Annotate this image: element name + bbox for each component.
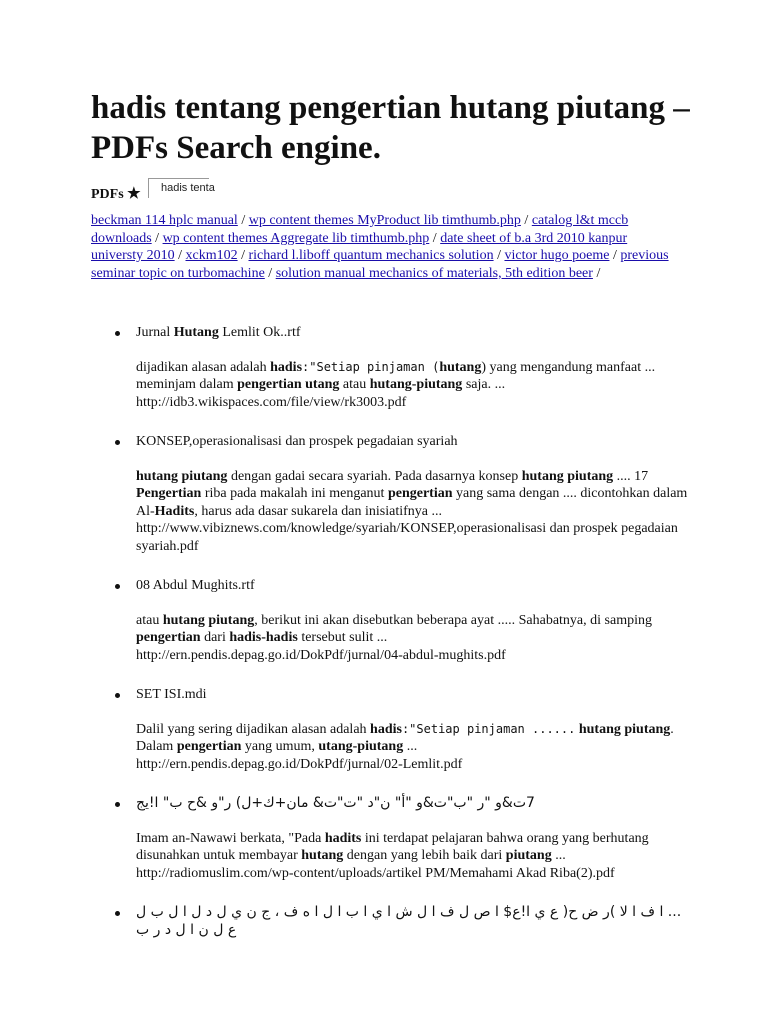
highlight-term: hutang piutang xyxy=(521,468,614,484)
highlight-term: pengertian xyxy=(136,630,201,645)
snippet-text: tersebut sulit ... xyxy=(297,630,388,645)
snippet-text: ... xyxy=(551,848,566,863)
result-title[interactable] xyxy=(136,433,691,451)
highlight-term: hadis xyxy=(370,721,402,737)
related-link[interactable]: previous seminar topic on turbomachine xyxy=(91,248,669,281)
snippet-text: atau xyxy=(136,612,163,628)
link-separator: / xyxy=(264,265,276,281)
highlight-term: hutang piutang xyxy=(136,468,228,484)
snippet-text: ) yang mengandung manfaat ... meminjam dalam xyxy=(136,359,656,392)
link-separator: / xyxy=(493,248,505,263)
highlight-term: pengertian utang xyxy=(237,377,340,392)
snippet-text: Dalil yang sering dijadikan alasan adalah xyxy=(136,721,371,737)
snippet-text: .... 17 xyxy=(613,468,649,484)
snippet-text: . Dalam xyxy=(136,721,674,754)
highlight-term: hutang piutang xyxy=(578,721,671,737)
result-snippet xyxy=(136,612,691,665)
snippet-text: , berikut ini akan disebutkan beberapa ayat ..... Sahabatnya, di samping xyxy=(254,612,652,628)
result-title[interactable] xyxy=(136,904,691,939)
link-separator: / xyxy=(237,213,249,228)
snippet-text: http://radiomuslim.com/wp-content/uploads/artikel PM/Memahami Akad Riba(2).pdf xyxy=(136,865,615,881)
link-separator: / xyxy=(174,248,186,263)
related-link[interactable]: richard l.liboff quantum mechanics solution xyxy=(248,248,494,263)
result-item xyxy=(91,433,691,555)
highlight-term: hutang-piutang xyxy=(369,377,463,392)
highlight-term: pengertian xyxy=(387,486,453,501)
result-item xyxy=(91,577,691,664)
search-input[interactable]: hadis tenta xyxy=(148,178,209,198)
highlight-term: hutang xyxy=(301,848,344,863)
highlight-term: hutang piutang xyxy=(162,612,255,628)
snippet-text: http://www.vibiznews.com/knowledge/syariah/KONSEP,operasionalisasi dan prospek pegadaian syariah.pdf xyxy=(136,521,678,554)
related-link[interactable]: wp content themes MyProduct lib timthumb.php xyxy=(248,213,521,228)
snippet-text: atau xyxy=(339,377,370,392)
snippet-text: Lemlit Ok..rtf xyxy=(218,325,301,340)
link-separator: / xyxy=(429,230,441,246)
highlight-term: Hadits xyxy=(154,503,195,519)
related-link[interactable]: solution manual mechanics of materials, 5th edition beer xyxy=(275,265,593,281)
highlight-term: hutang xyxy=(439,359,482,375)
snippet-text: 08 Abdul Mughits.rtf xyxy=(136,578,255,593)
highlight-term: hadis-hadis xyxy=(229,630,298,645)
link-separator: / xyxy=(592,265,601,281)
snippet-text: http://ern.pendis.depag.go.id/DokPdf/jurnal/02-Lemlit.pdf xyxy=(136,756,463,772)
snippet-text: Imam an-Nawawi berkata, "Pada xyxy=(136,830,325,846)
snippet-text: saja. ... xyxy=(462,377,506,392)
related-link[interactable]: catalog l&t mccb downloads xyxy=(91,213,629,246)
pdfs-text: PDFs xyxy=(91,187,124,202)
link-separator: / xyxy=(237,248,249,263)
snippet-text: Jurnal xyxy=(136,325,174,340)
snippet-text: SET ISI.mdi xyxy=(136,687,207,702)
snippet-text: KONSEP,operasionalisasi dan prospek pegadaian syariah xyxy=(136,434,458,449)
result-item xyxy=(91,686,691,773)
snippet-text: dijadikan alasan adalah xyxy=(136,359,271,375)
snippet-text: dengan yang lebih baik dari xyxy=(343,848,506,863)
related-link[interactable]: victor hugo poeme xyxy=(504,248,610,263)
related-link[interactable]: beckman 114 hplc manual xyxy=(91,213,238,228)
snippet-text: http://idb3.wikispaces.com/file/view/rk3003.pdf xyxy=(136,394,407,410)
result-title[interactable] xyxy=(136,324,691,342)
snippet-text: ... ا ف ا لا )ر ض ح( ع ي ا!ع$ ا ص ل ف ا ل ش ا ي ا ب ا ل ا ه ف ، ج ن ي ل د ل ا ل ب ل ع ل ن ا ل د ر ب xyxy=(136,904,682,938)
snippet-text: riba pada makalah ini menganut xyxy=(201,486,388,501)
snippet-text: dari xyxy=(200,630,230,645)
result-snippet xyxy=(136,721,691,774)
highlight-term: piutang xyxy=(505,848,552,863)
snippet-text: ini terdapat pelajaran bahwa orang yang berhutang disunahkan untuk membayar xyxy=(136,830,649,863)
snippet-text: 7ت&و "ر "ب"ت&و "أ" ن"د "ت"ت& مان+ك+ل) ر"و &ح ب" ا!يج xyxy=(136,795,535,811)
result-item xyxy=(91,324,691,411)
highlight-term: hadits xyxy=(324,830,362,846)
snippet-text: ... xyxy=(403,739,418,754)
result-title[interactable] xyxy=(136,686,691,704)
result-item xyxy=(91,795,691,882)
highlight-term: Hutang xyxy=(173,325,219,340)
snippet-text: :"Setiap pinjaman ( xyxy=(302,359,440,374)
page-title: hadis tentang pengertian hutang piutang – PDFs Search engine. xyxy=(91,90,690,166)
result-snippet xyxy=(136,359,691,412)
result-snippet xyxy=(136,830,691,883)
results-list xyxy=(91,324,691,961)
related-link[interactable]: date sheet of b.a 3rd 2010 kanpur universty 2010 xyxy=(91,230,628,263)
link-separator: / xyxy=(609,248,621,263)
snippet-text: http://ern.pendis.depag.go.id/DokPdf/jurnal/04-abdul-mughits.pdf xyxy=(136,647,506,663)
result-snippet xyxy=(136,468,691,556)
snippet-text: yang sama dengan .... dicontohkan dalam Al- xyxy=(136,486,688,519)
result-title[interactable] xyxy=(136,577,691,595)
highlight-term: pengertian xyxy=(176,739,242,754)
snippet-text: , harus ada dasar sukarela dan inisiatifnya ... xyxy=(194,503,442,519)
highlight-term: hadis xyxy=(270,359,303,375)
related-link[interactable]: wp content themes Aggregate lib timthumb.php xyxy=(162,230,430,246)
related-link[interactable]: xckm102 xyxy=(185,248,238,263)
result-title[interactable] xyxy=(136,795,691,813)
pdfs-label xyxy=(91,184,141,203)
result-item xyxy=(91,904,691,939)
snippet-text: :"Setiap pinjaman ...... xyxy=(401,721,576,736)
highlight-term: Pengertian xyxy=(136,486,202,501)
link-separator: / xyxy=(151,230,163,246)
star-icon[interactable]: ★ xyxy=(127,186,141,202)
link-separator: / xyxy=(520,213,532,228)
snippet-text: yang umum, xyxy=(241,739,319,754)
related-links xyxy=(91,212,671,282)
highlight-term: utang-piutang xyxy=(318,739,404,754)
snippet-text: dengan gadai secara syariah. Pada dasarnya konsep xyxy=(227,468,522,484)
